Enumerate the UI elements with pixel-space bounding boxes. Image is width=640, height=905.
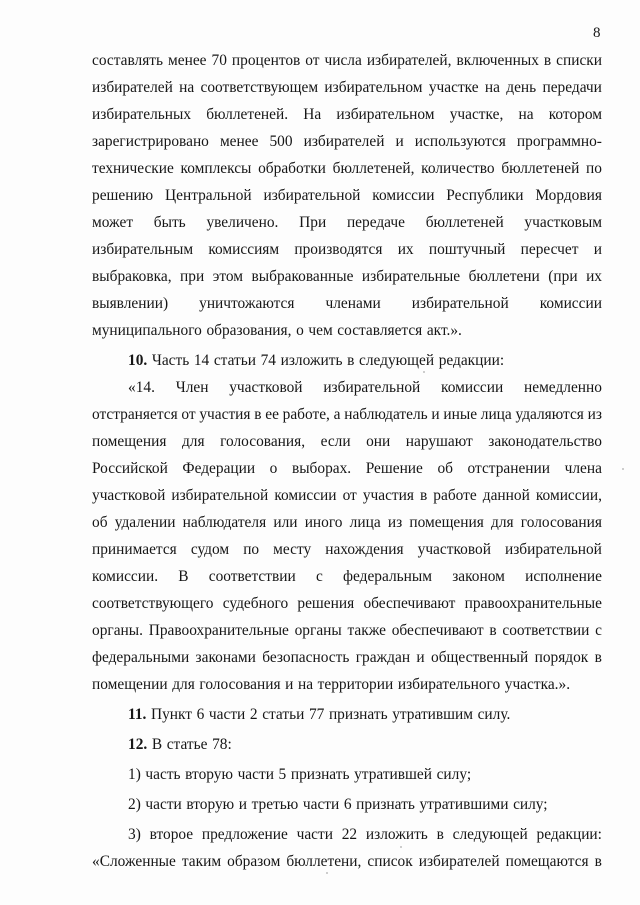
word: отстранении [467,460,551,477]
word: программно- [516,133,602,150]
word: Решение [365,460,423,477]
word: выбракованные [251,268,354,285]
word: соответствующего [92,595,214,612]
word: избирательным [92,241,194,258]
text-line [92,563,602,590]
word: участия [362,487,414,504]
word: части [208,706,246,723]
word: следующей [359,352,435,369]
word: вторую [186,796,235,813]
word: 2) [128,796,141,813]
word: статьи [213,352,257,369]
word: статье [166,736,208,753]
word: 74 [260,352,276,369]
word: чем [308,322,333,339]
word: работе, [282,406,330,423]
word: комиссии, [535,487,602,504]
word: членами [325,295,381,312]
word: для [491,514,514,531]
text-line [92,644,602,671]
text-line [92,101,602,128]
word: ее [265,406,279,423]
word: или [273,514,298,531]
word: редакции: [536,826,602,843]
word: избирательных [92,106,192,123]
word: избирателей [303,133,385,150]
word: В [151,736,163,753]
word: судебного [222,595,289,612]
word: части [296,826,333,843]
word: образом [227,853,281,870]
word: 6 [343,796,352,813]
text-line [92,374,602,401]
word: составлять [92,52,164,69]
text-line [92,236,602,263]
word: может [92,214,134,231]
word: 22 [341,826,358,843]
word: производятся [294,241,383,258]
word: менее [168,52,207,69]
word: также [347,622,386,639]
word: уничтожаются [199,295,295,312]
word: признать [290,766,350,783]
word: При [299,214,327,231]
word: исполнение [525,568,602,585]
word: части [145,796,182,813]
word: от [342,487,357,504]
word: и [431,406,440,423]
word: «14. [128,379,155,396]
word: бюллетеней. [206,106,289,123]
word: отстраняется [92,406,178,423]
word: 77 [308,706,325,723]
word: о [269,460,278,477]
word: территории [317,676,394,693]
word: и [593,241,602,258]
word: избирателей [418,853,500,870]
word: части [237,766,274,783]
word: с [315,568,323,585]
word: комиссии [372,187,435,204]
text-line [92,347,602,374]
word: участке [428,79,479,96]
word: Правоохранительные [148,622,289,639]
word: избирательного [397,676,501,693]
word: данной [482,487,530,504]
word: комиссии [441,379,504,396]
word: быть [153,214,186,231]
word: избирательной [171,487,269,504]
word: на [297,676,314,693]
word: 3) [128,826,141,843]
scan-speck [326,872,328,874]
word: Пункт [150,706,193,723]
text-line [92,209,602,236]
word: избирательной [323,379,421,396]
word: используются [414,133,506,150]
word: изложить [280,352,343,369]
text-line [92,509,602,536]
text-line [92,701,602,728]
word: Часть [151,352,190,369]
text-line [92,128,602,155]
word: 14 [193,352,210,369]
word: на [518,106,534,123]
word: бюллетени, [286,853,362,870]
word: участия [199,406,251,423]
text-line [92,401,602,428]
text-line [92,671,602,698]
word: судом [190,541,230,558]
word: по [586,160,602,177]
word: в [594,853,602,870]
word: избирательном [336,106,435,123]
word: работе [433,487,477,504]
word: в [436,826,444,843]
text-line [92,155,602,182]
word: изложить [365,826,428,843]
word: порядок [534,649,589,666]
word: второе [149,826,194,843]
word: немедленно [524,379,602,396]
word: технические [92,160,174,177]
text-line [92,47,602,74]
word: для [181,433,205,450]
word: на [484,79,500,96]
word: на [179,79,195,96]
word: этом [212,268,243,285]
word: по [243,541,260,558]
word: иные [443,406,478,423]
word: составляется [337,322,423,339]
word: избирателей [92,79,173,96]
word: комиссии. [92,568,159,585]
word: граждан [355,649,411,666]
word: 70 [211,52,227,69]
word: члена [564,460,602,477]
word: списки [556,52,602,69]
word: законодательство [488,433,602,450]
word: в [254,406,262,423]
text-line [92,536,602,563]
word: список [367,853,413,870]
word: избирательной [263,187,361,204]
scan-speck [400,846,402,848]
word: включенных [456,52,539,69]
word: в [419,487,428,504]
scan-speck [423,371,425,373]
word: их [397,241,414,258]
word: (при [548,268,578,285]
document-body [92,47,602,875]
text-line [92,761,602,788]
word: федеральными [92,649,190,666]
word: передаче [346,214,405,231]
word: из [387,514,403,531]
word: 78: [212,736,232,753]
word: муниципального [92,322,202,339]
word: и [395,133,404,150]
word: утратившей [354,766,432,783]
word: бюллетеней [425,214,504,231]
word: передачи [542,79,602,96]
word: наблюдателя [182,514,267,531]
word: Российской [92,460,168,477]
word: решению [92,187,154,204]
word: Член [175,379,209,396]
word: и [285,676,294,693]
word: поштучный [428,241,506,258]
word: решения [297,595,355,612]
word: от [305,52,320,69]
word: котором [548,106,602,123]
word: обеспечивают [391,622,484,639]
word: соответствующем [200,79,319,96]
word: менее [219,133,259,150]
word: силу. [477,706,511,723]
text-line [92,290,602,317]
word: числа [324,52,362,69]
word: комплексы [180,160,252,177]
text-line [92,590,602,617]
word: помещении [92,676,168,693]
word: 1) [128,766,141,783]
word: избирательной [504,541,602,558]
word: от [181,406,196,423]
word: участковым [524,214,602,231]
word: редакции: [438,352,505,369]
word: увеличено. [206,214,279,231]
word: день [506,79,537,96]
word: об [437,460,453,477]
word: общественный [431,649,529,666]
text-line [92,317,602,344]
word: помещаются [505,853,589,870]
word: выборах. [291,460,352,477]
word: обработки [258,160,326,177]
word: В [178,568,189,585]
word: месту [273,541,312,558]
word: часть [145,766,181,783]
word: акт.». [426,322,462,339]
word: 2 [249,706,258,723]
word: количество [421,160,495,177]
word: иного [304,514,343,531]
word: для [172,676,195,693]
word: статьи [262,706,305,723]
word: третью [251,796,299,813]
word: 12. [128,736,148,753]
word: процентов [231,52,301,69]
text-line [92,791,602,818]
text-line [92,455,602,482]
word: если [320,433,351,450]
word: с [595,622,602,639]
word: безопасность [262,649,350,666]
word: выбраковка, [92,268,172,285]
text-line [92,74,602,101]
word: их [586,268,602,285]
word: соответствии [502,622,590,639]
word: голосования [520,514,602,531]
word: Центральной [165,187,252,204]
word: принимается [92,541,177,558]
word: при [180,268,205,285]
word: части [302,796,340,813]
word: утратившим [392,706,473,723]
text-line [92,617,602,644]
word: и [416,649,425,666]
word: наблюдатель [344,406,428,423]
word: а [333,406,341,423]
word: 6 [196,706,205,723]
word: федеральным [343,568,432,585]
word: голосования, [220,433,306,450]
text-line [92,848,602,875]
word: в [543,52,552,69]
word: нахождения [325,541,404,558]
word: удалении [114,514,176,531]
word: участковой [417,541,491,558]
word: 5 [278,766,287,783]
word: удаляются [515,406,584,423]
word: о [296,322,304,339]
word: силу; [436,766,472,783]
word: они [366,433,391,450]
word: бюллетеней, [332,160,415,177]
word: избирателей, [366,52,452,69]
word: Федерации [182,460,256,477]
scan-speck [622,468,624,470]
word: участковой [229,379,303,396]
word: зарегистрировано [92,133,209,150]
word: признать [328,706,388,723]
word: помещения [409,514,484,531]
text-line [92,731,602,758]
word: участке, [449,106,504,123]
word: На [303,106,322,123]
word: пересчет [520,241,579,258]
word: участка.». [504,676,571,693]
word: вторую [185,766,233,783]
word: утратившими [419,796,509,813]
text-line [92,821,602,848]
text-line [92,182,602,209]
word: 500 [269,133,293,150]
word: предложение [201,826,288,843]
word: 11. [128,706,147,723]
word: участковой [92,487,166,504]
word: избирательные [361,268,461,285]
word: избирательной [411,295,509,312]
text-line [92,482,602,509]
word: избирательном [324,79,423,96]
word: нарушают [405,433,473,450]
word: об [92,514,108,531]
word: признать [356,796,415,813]
word: «Сложенные [92,853,176,870]
word: в [594,649,602,666]
word: из [587,406,602,423]
word: в [489,622,497,639]
word: таким [181,853,222,870]
text-line [92,428,602,455]
word: лица [349,514,381,531]
word: органы [294,622,342,639]
page-number: 8 [593,25,601,41]
word: Республики [446,187,524,204]
word: образования, [206,322,292,339]
word: соответствии [208,568,296,585]
word: следующей [452,826,528,843]
word: комиссиям [208,241,280,258]
word: комиссии [539,295,602,312]
word: голосования [199,676,281,693]
word: бюллетени [468,268,540,285]
word: обеспечивают [363,595,456,612]
word: законом [452,568,505,585]
word: органы. [92,622,143,639]
word: бюллетеней [501,160,580,177]
word: 10. [128,352,148,369]
word: законами [195,649,256,666]
word: и [238,796,248,813]
word: помещения [92,433,167,450]
word: Мордовия [535,187,602,204]
word: правоохранительные [464,595,602,612]
word: выявлении) [92,295,169,312]
word: комиссии [274,487,337,504]
word: в [347,352,355,369]
word: силу; [513,796,548,813]
word: лица [480,406,512,423]
text-line [92,263,602,290]
